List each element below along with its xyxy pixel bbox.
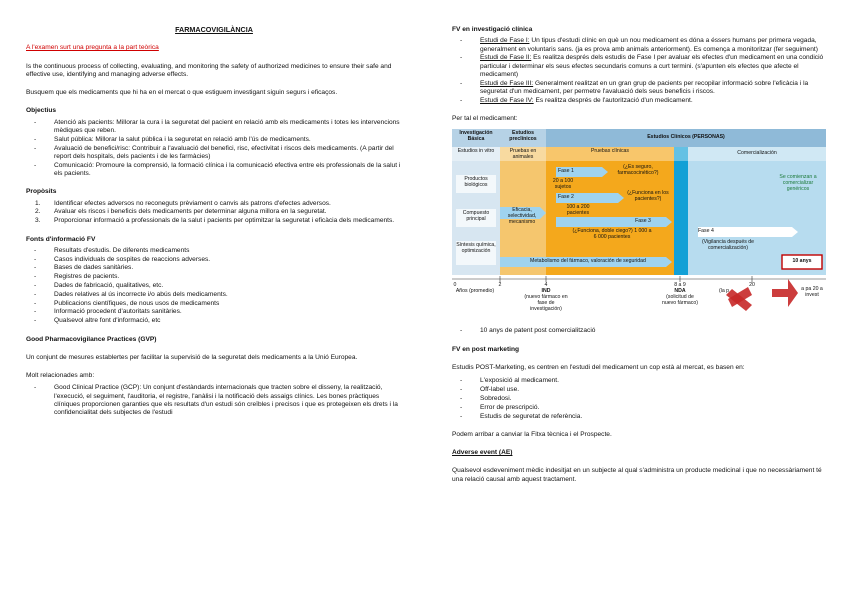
label-pclin: Pruebas clínicas [590, 148, 630, 155]
postmk-change: Podem arribar a canviar la Fitxa tècnica i el Prospecte. [452, 430, 612, 438]
label-comerc: Comercialización [737, 150, 777, 157]
postmk-list [452, 377, 824, 420]
item-text: Identificar efectes adversos no reconeguts prèviament o canvis als patrons d'efectes adversos. [54, 199, 331, 207]
definition-paragraph: Is the continuous process of collecting, evaluating, and monitoring the safety of authorized medicines to ensure their safe and effective use, identifying and managing adverse effects. [26, 62, 392, 78]
left-column [26, 0, 402, 418]
related-list [26, 384, 402, 417]
label-vitro: Estudios in vitro [457, 148, 495, 155]
objectives-heading: Objectius [26, 107, 57, 115]
label-animal: Pruebas en animales [509, 148, 537, 161]
label-eficacia: Eficacia, selectividad, mecanismo [507, 207, 537, 226]
label-t4: 4 [544, 282, 548, 289]
list-item: - Qualsevol altre font d'informació, etc [26, 317, 402, 325]
list-item: - Estudis de seguretat de referència. [452, 413, 824, 421]
label-fase1: Fase 1 [558, 168, 574, 175]
list-item [26, 200, 402, 208]
list-item [26, 217, 402, 225]
label-t0: 0 [453, 282, 457, 289]
ae-paragraph: Qualsevol esdeveniment mèdic indesitjat en un subjecte al qual s'administra un producte medicinal i que no necessàriament té una relació causal amb aquest tractament. [452, 467, 822, 483]
item-number: 3. [35, 217, 41, 225]
label-prod-bio: Productos biológicos [464, 176, 488, 189]
list-item [26, 208, 402, 216]
list-item: - 10 anys de patent post comercialització [452, 327, 824, 335]
item-number: 2. [35, 208, 41, 216]
label-nda-sub: (solicitud de nuevo fármaco) [661, 294, 699, 307]
list-item: - Sobredosi. [452, 395, 824, 403]
label-precl: Estudios preclínicos [509, 130, 537, 143]
label-pa: (la p [718, 288, 730, 295]
list-item: - Casos individuals de sospites de reaccions adverses. [26, 256, 402, 264]
red-arrow-right [772, 279, 798, 307]
list-item: - Salut pública: Millorar la salut pública i la seguretat en relació amb l'ús de medicaments. [26, 136, 402, 144]
list-item: - Error de prescripció. [452, 404, 824, 412]
label-ind-sub: (nuevo fármaco en fase de investigación) [524, 294, 568, 313]
list-item: - Dades de fabricació, qualitatives, etc. [26, 282, 402, 290]
purposes-heading: Propòsits [26, 188, 57, 196]
list-item: - Publicacions científiques, de nous usos de medicaments [26, 300, 402, 308]
phases-list [452, 37, 824, 105]
phase-label: Estudi de Fase III: [480, 79, 534, 87]
page-title: FARMACOVIGILÀNCIA [175, 25, 253, 34]
list-item [452, 37, 824, 54]
list-item: - Atenció als pacients: Millorar la cura i la seguretat del pacient en relació amb els medicaments i totes les intervencions mèdiques que reben. [26, 119, 402, 136]
label-diez: 10 anys [792, 258, 812, 265]
item-text: Proporcionar informació a professionals de la salut i pacients per optimitzar la seguretat i eficàcia dels medicaments. [54, 217, 395, 225]
label-t20: 20 [749, 282, 755, 289]
label-f2-pac: 100 a 200 pacientes [566, 204, 590, 217]
label-f1-q: (¿Es seguro, farmacocinético?) [617, 164, 659, 177]
list-item [452, 80, 824, 97]
drug-development-diagram [452, 129, 826, 323]
right-column [452, 0, 824, 484]
label-clin: Estudios Clínicos (PERSONAS) [647, 134, 725, 141]
purposes-list [26, 200, 402, 226]
label-a20: a pa 20 a invest [801, 286, 823, 299]
list-item: - Informació procedent d'autoritats sanitàries. [26, 308, 402, 316]
postmk-intro: Estudis POST-Marketing, es centren en l'estudi del medicament un cop està al mercat, es basen en: [452, 364, 745, 372]
item-text: Avaluar els riscos i beneficis dels medicaments per determinar alguna millora en la seguretat. [54, 208, 327, 216]
label-nda: NDA [674, 288, 686, 295]
label-f2-q: (¿Funciona en los pacientes?) [627, 190, 669, 203]
per-medicament-label: Per tal el medicament: [452, 115, 518, 123]
label-fase3: Fase 3 [635, 218, 651, 225]
label-invest: Investigación Básica [459, 130, 493, 143]
label-anos: Años (promedio) [455, 288, 495, 295]
list-item: - Good Clinical Practice (GCP): Un conjunt d'estàndards internacionals que tracten sobre el disseny, la realització, l'execució, el seguiment, l'auditoria, el registre, l'anàlisi i la notificació dels assaigs clínics. Les bones pràctiques clíniques proporcionen garanties que els resultats d'un estudi són creïbles i precisos i que es protegeixen els drets i la confidencialitat dels subjectes de l'estudi [26, 384, 402, 417]
list-item: - Dades relatives al ús incorrecte i/o abús dels medicaments. [26, 291, 402, 299]
list-item: - Comunicació: Promoure la comprensió, la formació clínica i la comunicació efectiva entre els professionals de la salut i els pacients. [26, 162, 402, 179]
list-item: - L'exposició al medicament. [452, 377, 824, 385]
list-item: - Resultats d'estudis. De diferents medicaments [26, 247, 402, 255]
column-nda-band [674, 147, 688, 275]
sources-heading: Fonts d'informació FV [26, 235, 96, 243]
gvp-heading: Good Pharmacovigilance Practices (GVP) [26, 335, 157, 343]
purpose-paragraph: Busquem que els medicaments que hi ha en el mercat o que estiguem investigant siguin segurs i eficaços. [26, 89, 338, 97]
clinical-heading: FV en investigació clínica [452, 26, 533, 33]
label-f4-q: (Vigilancia después de comercialización) [701, 239, 755, 252]
phase-text: Un tipus d'estudi clínic en què un nou medicament es dóna a éssers humans per primera vegada, generalment en voluntaris sans. (ja es prova amb animals anteriorment). Es comença a monitoritzar (fer seguiment) [480, 37, 818, 53]
ae-heading: Adverse event (AE) [452, 449, 513, 457]
label-t89: 8 a 9 [674, 282, 686, 289]
label-metab: Metabolismo del fármaco, valoración de seguridad [530, 258, 646, 265]
phase-label: Estudi de Fase I: [480, 37, 530, 45]
phase-text: Es realitza després dels estudis de Fase I per avaluar els efectes d'un medicament en una condició particular i determinar els seus efectes secundaris comuns a curt termini. (s'apunten els efectes que afecte el medicament) [480, 54, 824, 78]
phase-text: Es realitza després de l'autorització d'un medicament. [533, 96, 693, 104]
objectives-list [26, 119, 402, 179]
label-f3-q: (¿Funciona, doble ciego?) 1 000 a 6 000 pacientes [572, 228, 652, 241]
patent-list [452, 327, 824, 335]
list-item: - Avaluació de benefici/risc: Contribuir a l'avaluació del benefici, risc, efectivitat i riscos dels medicaments. (A partir del report dels hospitals, dels pacients i de les farmàcies) [26, 145, 402, 162]
label-ind: IND [541, 288, 551, 295]
phase-label: Estudi de Fase IV: [480, 96, 534, 104]
item-number: 1. [35, 199, 41, 207]
sources-list [26, 247, 402, 326]
phase-text: Generalment realitzat en un gran grup de pacients per recopilar informació sobre l'eficàcia i la seguretat d'un medicament, per permetre l'avaluació dels seus beneficis i riscos. [480, 79, 809, 96]
gvp-paragraph: Un conjunt de mesures establertes per facilitar la supervisió de la seguretat dels medicaments a la Unió Europea. [26, 353, 358, 361]
label-genericos: Se comienzan a comercializar genéricos [779, 174, 817, 193]
label-f1-suj: 20 a 100 sujetos [552, 178, 574, 191]
label-fase4: Fase 4 [698, 228, 714, 235]
postmk-heading: FV en post marketing [452, 345, 520, 353]
list-item: - Registres de pacients. [26, 273, 402, 281]
exam-note: A l'examen surt una pregunta a la part teòrica [26, 44, 159, 52]
list-item: - Bases de dades sanitàries. [26, 264, 402, 272]
label-sintesis: Síntesis química, optimización [456, 242, 496, 255]
label-fase2: Fase 2 [558, 194, 574, 201]
list-item [452, 97, 824, 105]
phase-label: Estudi de Fase II: [480, 54, 532, 62]
label-comp: Compuesto principal [462, 210, 490, 223]
related-label: Molt relacionades amb: [26, 372, 95, 380]
list-item: - Off-label use. [452, 386, 824, 394]
label-t2: 2 [498, 282, 502, 289]
list-item [452, 54, 824, 79]
